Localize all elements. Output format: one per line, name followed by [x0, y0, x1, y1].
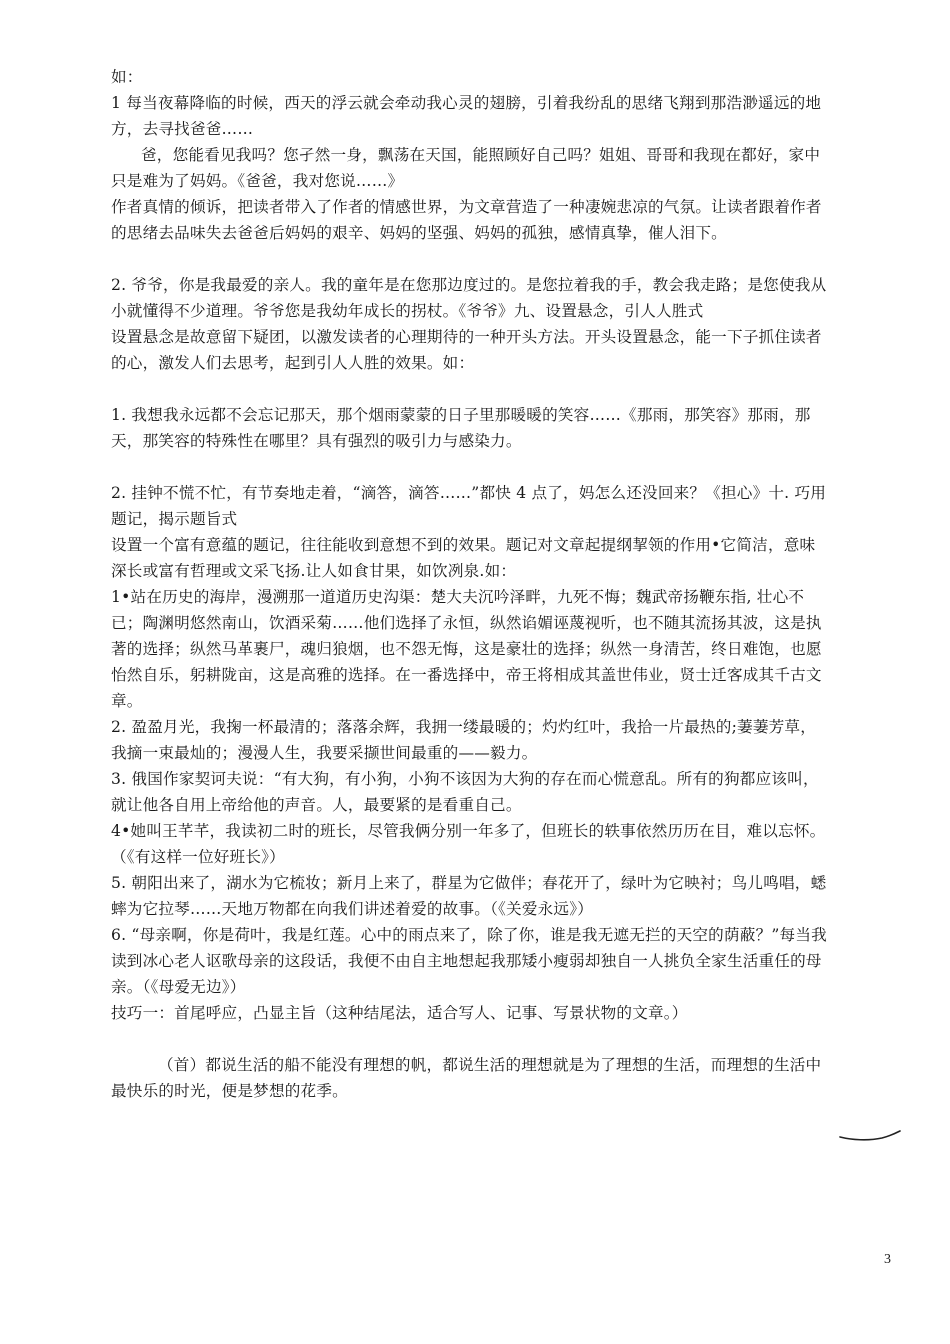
blank-line: [111, 246, 831, 272]
paragraph: 如：: [111, 68, 143, 86]
blank-line: [111, 376, 831, 402]
paragraph: 设置悬念是故意留下疑团，以激发读者的心理期待的一种开头方法。开头设置悬念，能一下子抓住读者的心，激发人们去思考，起到引人人胜的效果。如：: [111, 328, 822, 372]
blank-line: [111, 454, 831, 480]
paragraph: 设置一个富有意蕴的题记，往往能收到意想不到的效果。题记对文章起提纲挈领的作用•它简洁，意味深长或富有哲理或文采飞扬.让人如食甘果，如饮冽泉.如：: [111, 536, 816, 580]
paragraph: 2. 盈盈月光，我掬一杯最清的；落落余辉，我拥一缕最暖的；灼灼红叶，我拾一片最热的;萋萋芳草，我摘一束最灿的；漫漫人生，我要采撷世间最重的——毅力。: [111, 718, 817, 762]
document-body: [111, 64, 831, 1104]
paragraph: （首）都说生活的船不能没有理想的帆，都说生活的理想就是为了理想的生活，而理想的生活中最快乐的时光，便是梦想的花季。: [111, 1056, 822, 1100]
page-number: 3: [884, 1252, 891, 1267]
pen-stroke-mark: [838, 1126, 902, 1146]
paragraph: 1•站在历史的海岸，漫溯那一道道历史沟渠：楚大夫沉吟泽畔，九死不悔；魏武帝扬鞭东指, 壮心不已；陶渊明悠然南山，饮酒采菊……他们选择了永恒，纵然谄媚诬蔑视听，也不随其流扬其波，这是执著的选择；纵然马革裹尸，魂归狼烟，也不怨无悔，这是豪壮的选择；纵然一身清苦，终日难饱，也愿怡然自乐，躬耕陇亩，这是高雅的选择。在一番选择中，帝王将相成其盖世伟业，贤士迁客成其千古文章。: [111, 588, 822, 710]
paragraph: 2. 挂钟不慌不忙，有节奏地走着，“滴答，滴答……”都快 4 点了，妈怎么还没回来？《担心》十. 巧用题记，揭示题旨式: [111, 484, 827, 528]
paragraph: 4•她叫王芊芊，我读初二时的班长，尽管我俩分别一年多了，但班长的轶事依然历历在目，难以忘怀。（《有这样一位好班长》）: [111, 822, 826, 866]
paragraph: 1. 我想我永远都不会忘记那天，那个烟雨蒙蒙的日子里那暖暖的笑容……《那雨，那笑容》那雨，那天，那笑容的特殊性在哪里？具有强烈的吸引力与感染力。: [111, 406, 811, 450]
paragraph: 5. 朝阳出来了，湖水为它梳妆；新月上来了，群星为它做伴；春花开了，绿叶为它映衬；鸟儿鸣唱，蟋蟀为它拉琴……天地万物都在向我们讲述着爱的故事。（《关爱永远》）: [111, 874, 827, 918]
paragraph: 3. 俄国作家契诃夫说：“有大狗，有小狗，小狗不该因为大狗的存在而心慌意乱。所有的狗都应该叫，就让他各自用上帝给他的声音。人，最要紧的是看重自己。: [111, 770, 819, 814]
blank-line: [111, 1026, 831, 1052]
paragraph: 技巧一：首尾呼应，凸显主旨（这种结尾法，适合写人、记事、写景状物的文章。）: [111, 1004, 688, 1022]
paragraph: 爸，您能看见我吗？您孑然一身，飘荡在天国，能照顾好自己吗？姐姐、哥哥和我现在都好，家中只是难为了妈妈。《爸爸，我对您说……》: [111, 146, 821, 190]
paragraph: 6. “母亲啊，你是荷叶，我是红莲。心中的雨点来了，除了你，谁是我无遮无拦的天空的荫蔽？”每当我读到冰心老人讴歌母亲的这段话，我便不由自主地想起我那矮小瘦弱却独自一人挑负全家生活重任的母亲。（《母爱无边》）: [111, 926, 827, 996]
paragraph: 1 每当夜幕降临的时候，西天的浮云就会牵动我心灵的翅膀，引着我纷乱的思绪飞翔到那浩渺遥远的地方，去寻找爸爸……: [111, 94, 822, 138]
paragraph: 2. 爷爷，你是我最爱的亲人。我的童年是在您那边度过的。是您拉着我的手，教会我走路；是您使我从小就懂得不少道理。爷爷您是我幼年成长的拐杖。《爷爷》九、设置悬念，引人人胜式: [111, 276, 827, 320]
paragraph: 作者真情的倾诉，把读者带入了作者的情感世界，为文章营造了一种凄婉悲凉的气氛。让读者跟着作者的思绪去品味失去爸爸后妈妈的艰辛、妈妈的坚强、妈妈的孤独，感情真挚，催人泪下。: [111, 198, 822, 242]
